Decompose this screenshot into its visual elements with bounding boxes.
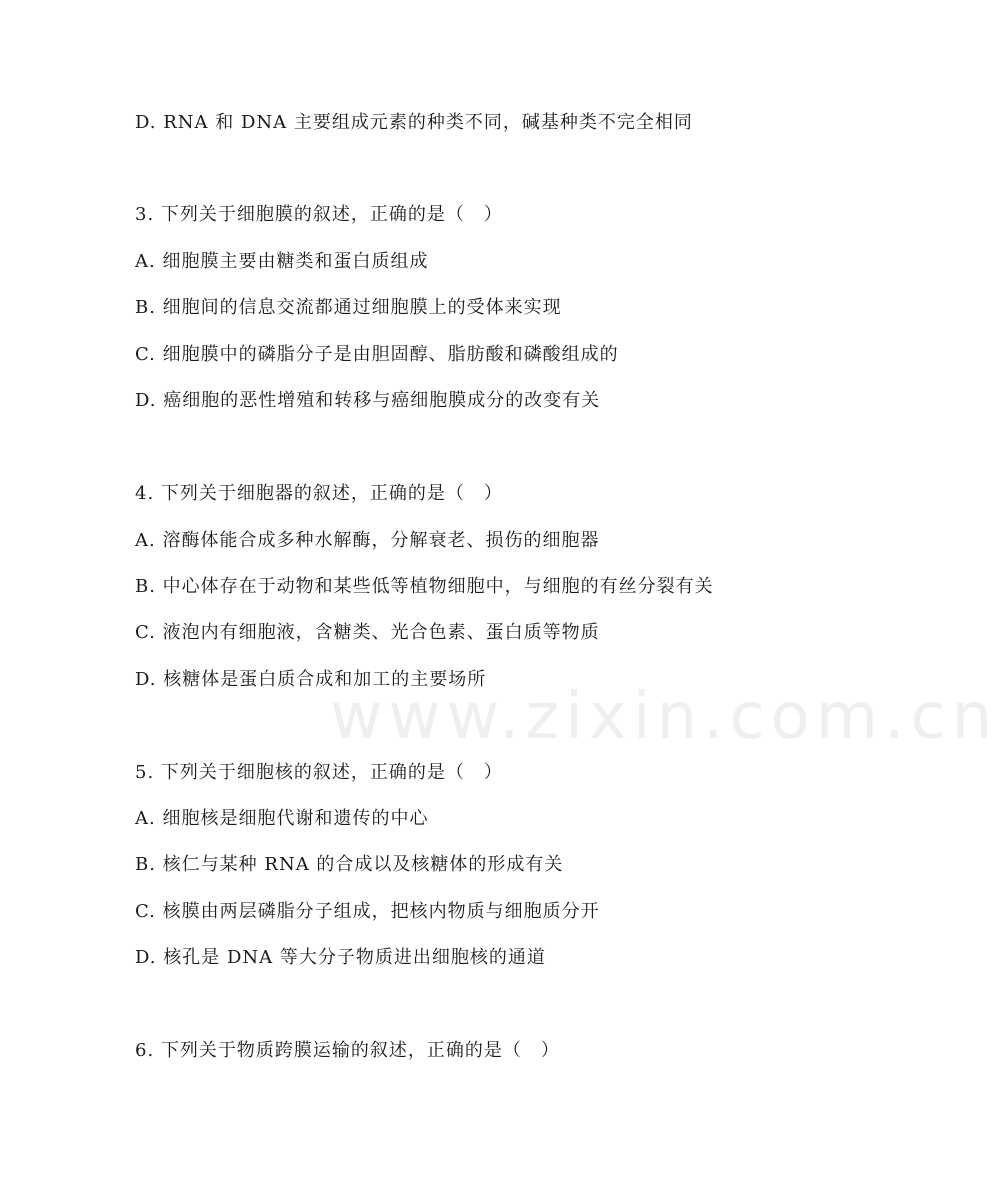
option-4a: A. 溶酶体能合成多种水解酶，分解衰老、损伤的细胞器 [135, 530, 600, 551]
question-4-stem: 4. 下列关于细胞器的叙述，正确的是（ ） [135, 483, 503, 504]
question-6-stem: 6. 下列关于物质跨膜运输的叙述，正确的是（ ） [135, 1040, 560, 1061]
watermark: www.zixin.com.cn [330, 680, 998, 754]
option-4d: D. 核糖体是蛋白质合成和加工的主要场所 [135, 669, 487, 690]
option-4c: C. 液泡内有细胞液，含糖类、光合色素、蛋白质等物质 [135, 622, 600, 643]
option-3b: B. 细胞间的信息交流都通过细胞膜上的受体来实现 [135, 297, 562, 318]
option-3c: C. 细胞膜中的磷脂分子是由胆固醇、脂肪酸和磷酸组成的 [135, 344, 619, 365]
option-3d: D. 癌细胞的恶性增殖和转移与癌细胞膜成分的改变有关 [135, 390, 601, 411]
question-5-stem: 5. 下列关于细胞核的叙述，正确的是（ ） [135, 762, 503, 783]
option-5d: D. 核孔是 DNA 等大分子物质进出细胞核的通道 [135, 947, 546, 968]
option-5c: C. 核膜由两层磷脂分子组成，把核内物质与细胞质分开 [135, 901, 600, 922]
option-2d: D. RNA 和 DNA 主要组成元素的种类不同，碱基种类不完全相同 [135, 112, 693, 133]
question-3-stem: 3. 下列关于细胞膜的叙述，正确的是（ ） [135, 204, 503, 225]
option-3a: A. 细胞膜主要由糖类和蛋白质组成 [135, 251, 429, 272]
option-4b: B. 中心体存在于动物和某些低等植物细胞中，与细胞的有丝分裂有关 [135, 576, 714, 597]
option-5b: B. 核仁与某种 RNA 的合成以及核糖体的形成有关 [135, 854, 564, 875]
option-5a: A. 细胞核是细胞代谢和遗传的中心 [135, 808, 429, 829]
